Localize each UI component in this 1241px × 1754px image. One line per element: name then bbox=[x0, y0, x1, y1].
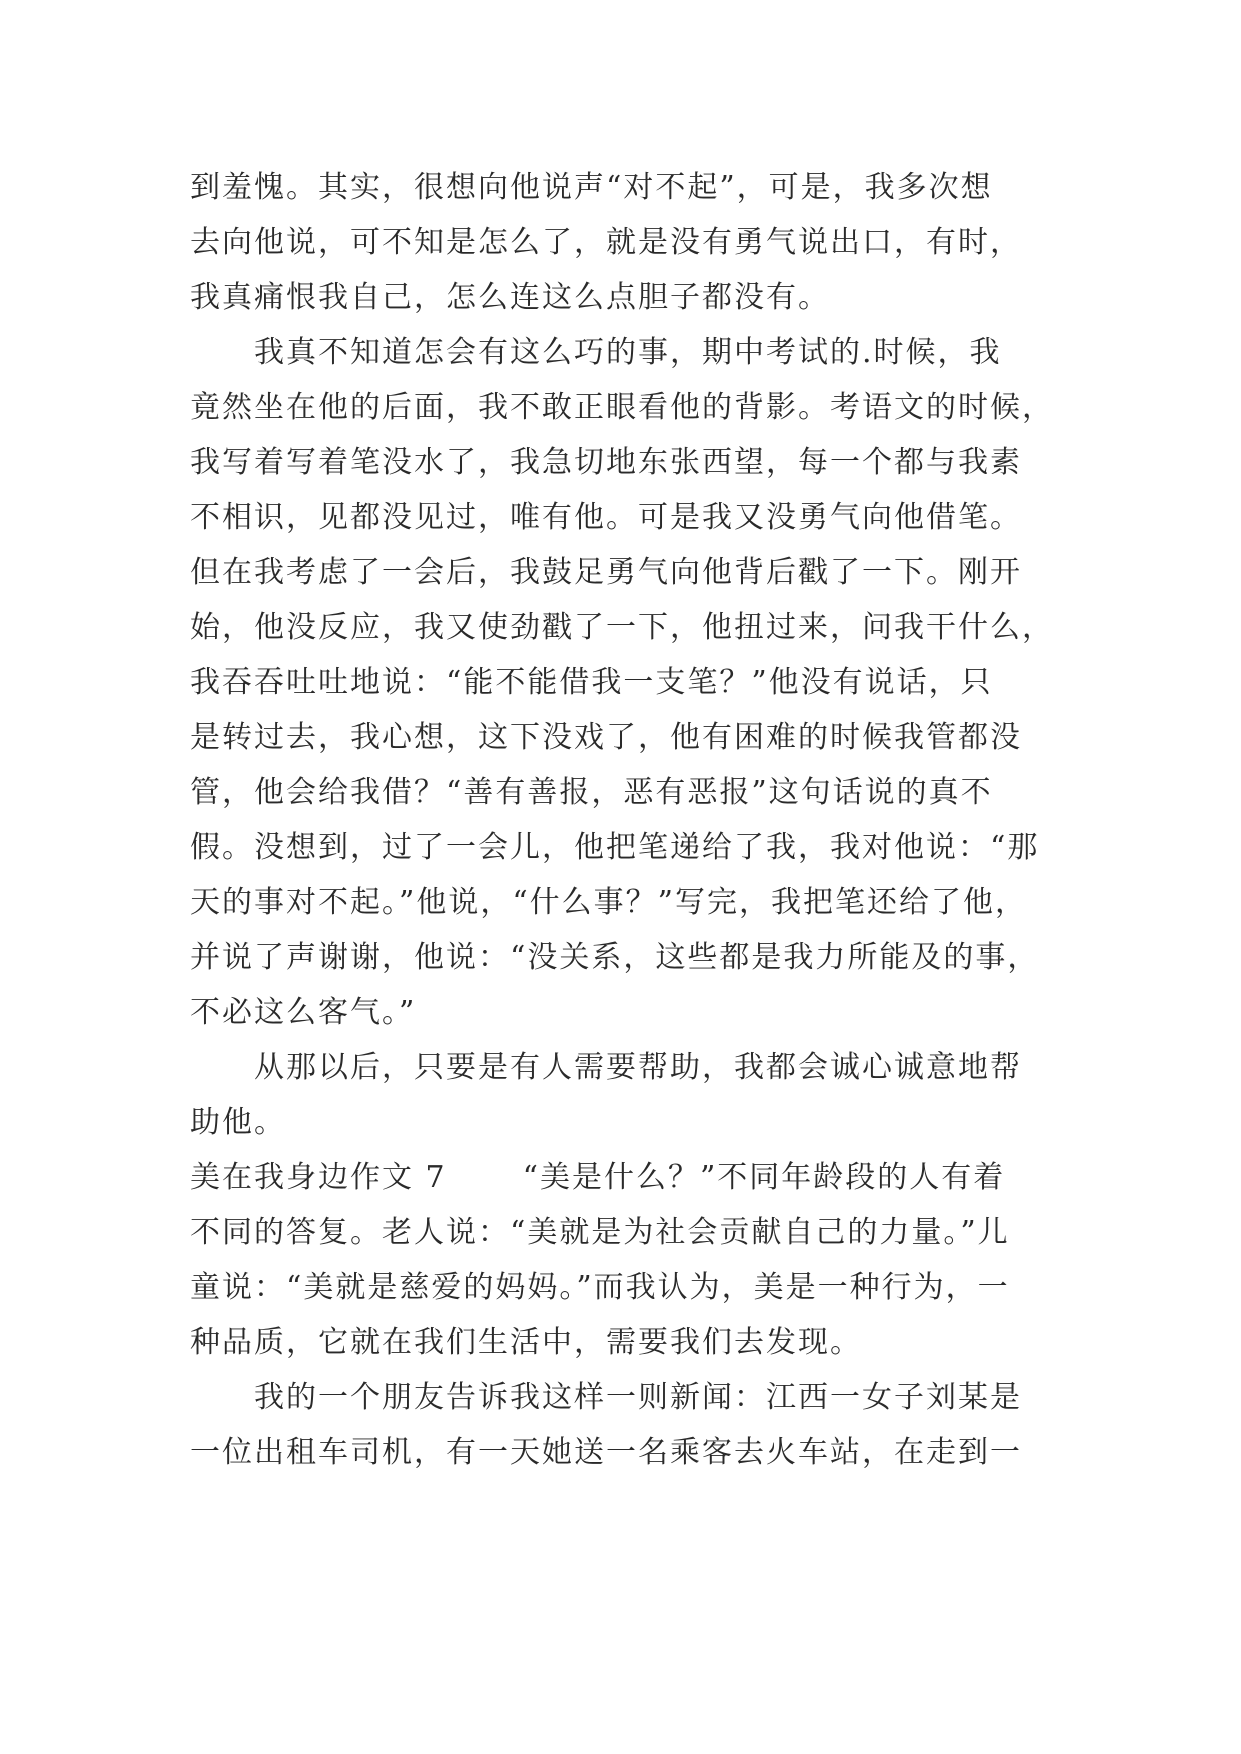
text-line: 一位出租车司机，有一天她送一名乘客去火车站，在走到一 bbox=[190, 1435, 1022, 1470]
text-line: 假。没想到，过了一会儿，他把笔递给了我，我对他说：“那 bbox=[190, 830, 1040, 865]
paragraph-4 bbox=[190, 1150, 1052, 1370]
text-line: 始，他没反应，我又使劲戳了一下，他扭过来，问我干什么， bbox=[190, 610, 1054, 645]
text-line: 不必这么客气。” bbox=[190, 995, 417, 1030]
text-line: 管，他会给我借？“善有善报，恶有恶报”这句话说的真不 bbox=[190, 775, 993, 810]
text-line: 我真不知道怎会有这么巧的事，期中考试的.时候，我 bbox=[254, 335, 1002, 370]
essay-heading: 美在我身边作文 7 bbox=[190, 1160, 447, 1195]
text-line: 是转过去，我心想，这下没戏了，他有困难的时候我管都没 bbox=[190, 720, 1022, 755]
text-line: 不相识，见都没见过，唯有他。可是我又没勇气向他借笔。 bbox=[190, 500, 1022, 535]
text-line bbox=[190, 1150, 1052, 1205]
text-line: 到羞愧。其实，很想向他说声“对不起”，可是，我多次想 bbox=[190, 170, 993, 205]
text-fragment: “美是什么？”不同年龄段的人有着 bbox=[522, 1160, 1006, 1195]
text-line: 去向他说，可不知是怎么了，就是没有勇气说出口，有时， bbox=[190, 225, 1022, 260]
text-line: 我真痛恨我自己，怎么连这么点胆子都没有。 bbox=[190, 280, 830, 315]
paragraph-1 bbox=[190, 160, 1052, 325]
text-line: 从那以后，只要是有人需要帮助，我都会诚心诚意地帮 bbox=[254, 1050, 1022, 1085]
paragraph-3 bbox=[190, 1040, 1052, 1150]
text-line: 童说：“美就是慈爱的妈妈。”而我认为，美是一种行为，一 bbox=[190, 1270, 1010, 1305]
text-line: 我写着写着笔没水了，我急切地东张西望，每一个都与我素 bbox=[190, 445, 1022, 480]
document-body bbox=[190, 160, 1052, 1480]
text-line: 不同的答复。老人说：“美就是为社会贡献自己的力量。”儿 bbox=[190, 1215, 1010, 1250]
text-line: 并说了声谢谢，他说：“没关系，这些都是我力所能及的事， bbox=[190, 940, 1040, 975]
text-line: 助他。 bbox=[190, 1105, 286, 1140]
text-line: 但在我考虑了一会后，我鼓足勇气向他背后戳了一下。刚开 bbox=[190, 555, 1022, 590]
text-line: 天的事对不起。”他说，“什么事？”写完，我把笔还给了他， bbox=[190, 885, 1028, 920]
paragraph-2 bbox=[190, 325, 1052, 1040]
text-line: 种品质，它就在我们生活中，需要我们去发现。 bbox=[190, 1325, 862, 1360]
paragraph-5 bbox=[190, 1370, 1052, 1480]
text-line: 我吞吞吐吐地说：“能不能借我一支笔？”他没有说话，只 bbox=[190, 665, 993, 700]
text-line: 竟然坐在他的后面，我不敢正眼看他的背影。考语文的时候， bbox=[190, 390, 1054, 425]
text-line: 我的一个朋友告诉我这样一则新闻：江西一女子刘某是 bbox=[254, 1380, 1022, 1415]
